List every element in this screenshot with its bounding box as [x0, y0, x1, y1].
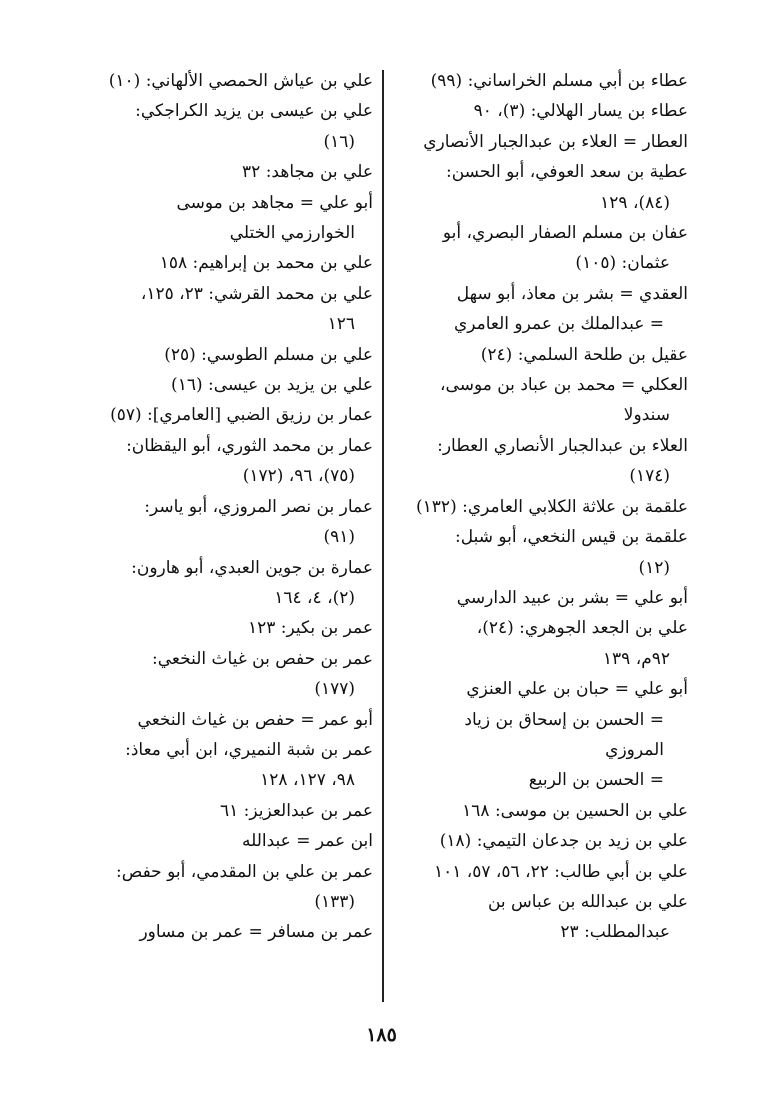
index-entry	[398, 826, 688, 856]
index-entry	[398, 613, 688, 674]
index-entry	[398, 370, 688, 431]
entry-heading: علي بن عيسى بن يزيد الكراجكي:	[135, 101, 373, 122]
entry-continuation: (٨٤)، ١٢٩	[600, 192, 670, 213]
entry-heading: العكلي = محمد بن عباد بن موسى،	[440, 375, 688, 396]
index-entry	[398, 96, 688, 126]
entry-heading: علي بن عياش الحمصي الألهاني: (١٠)	[108, 71, 373, 91]
left-column	[83, 66, 373, 948]
index-entry	[83, 188, 373, 249]
entry-continuation: (١٢)	[638, 557, 670, 578]
index-entry	[83, 857, 373, 918]
entry-heading: أبو علي = مجاهد بن موسى	[176, 192, 373, 213]
index-entry	[83, 340, 373, 370]
entry-heading: عمر بن مسافر = عمر بن مساور	[139, 922, 373, 943]
entry-heading: علي بن الجعد الجوهري: (٢٤)،	[476, 618, 688, 639]
index-entry	[83, 431, 373, 492]
index-entry	[398, 431, 688, 492]
index-entry	[83, 826, 373, 856]
index-entry	[83, 705, 373, 735]
entry-heading: أبو عمر = حفص بن غياث النخعي	[137, 709, 373, 730]
cross-reference: المروزي	[605, 739, 664, 760]
entry-continuation: (١٦)	[323, 131, 355, 152]
entry-continuation: عبدالمطلب: ٢٣	[560, 922, 670, 943]
entry-continuation: ٩٢م، ١٣٩	[602, 648, 670, 669]
index-entry	[83, 248, 373, 278]
column-divider	[382, 70, 384, 1002]
index-entry	[83, 917, 373, 947]
index-entry	[398, 218, 688, 279]
cross-reference: = الحسن بن إسحاق بن زياد	[464, 709, 664, 730]
page-number: ١٨٥	[366, 1024, 397, 1046]
index-entry	[83, 492, 373, 553]
entry-heading: علي بن عبدالله بن عباس بن	[487, 891, 688, 912]
index-entry	[83, 96, 373, 157]
entry-heading: عفان بن مسلم الصفار البصري، أبو	[442, 223, 688, 244]
index-entry	[398, 857, 688, 887]
entry-heading: عطية بن سعد العوفي، أبو الحسن:	[445, 162, 688, 183]
index-entry	[398, 522, 688, 583]
entry-heading: العقدي = بشر بن معاذ، أبو سهل	[456, 283, 688, 304]
entry-heading: ابن عمر = عبدالله	[241, 831, 373, 852]
entry-continuation: ٩٨، ١٢٧، ١٢٨	[260, 770, 355, 791]
right-column	[398, 66, 688, 948]
index-entry	[398, 340, 688, 370]
index-entry	[83, 370, 373, 400]
entry-heading: عمر بن علي بن المقدمي، أبو حفص:	[116, 861, 373, 882]
index-entry	[398, 157, 688, 218]
index-entry	[83, 735, 373, 796]
entry-heading: عمر بن حفص بن غياث النخعي:	[152, 648, 373, 669]
entry-continuation: الخوارزمي الختلي	[229, 223, 355, 244]
entry-heading: علي بن أبي طالب: ٢٢، ٥٦، ٥٧، ١٠١	[433, 861, 688, 882]
entry-heading: عمر بن شبة النميري، ابن أبي معاذ:	[125, 739, 373, 760]
entry-continuation: (٧٥)، ٩٦، (١٧٢)	[242, 466, 355, 487]
entry-heading: عطاء بن يسار الهلالي: (٣)، ٩٠	[473, 101, 688, 122]
entry-heading: عقيل بن طلحة السلمي: (٢٤)	[480, 344, 688, 365]
index-entry	[398, 279, 688, 340]
cross-reference: = الحسن بن الربيع	[528, 770, 664, 791]
index-entry	[398, 492, 688, 522]
cross-reference: = عبدالملك بن عمرو العامري	[453, 314, 664, 335]
entry-heading: علي بن مسلم الطوسي: (٢٥)	[164, 344, 373, 365]
index-entry	[398, 887, 688, 948]
entry-heading: علي بن محمد بن إبراهيم: ١٥٨	[159, 253, 373, 274]
entry-continuation: (١٧٧)	[314, 679, 355, 700]
index-entry	[398, 796, 688, 826]
index-entry	[83, 66, 373, 96]
entry-heading: علي بن الحسين بن موسى: ١٦٨	[462, 800, 688, 821]
entry-heading: العطار = العلاء بن عبدالجبار الأنصاري	[423, 131, 688, 152]
entry-heading: علي بن محمد القرشي: ٢٣، ١٢٥،	[140, 283, 373, 304]
entry-continuation: ١٢٦	[327, 314, 355, 335]
entry-heading: علي بن زيد بن جدعان التيمي: (١٨)	[439, 831, 688, 852]
entry-heading: علي بن مجاهد: ٣٢	[242, 162, 373, 183]
entry-heading: علقمة بن علاثة الكلابي العامري: (١٣٢)	[416, 496, 688, 517]
entry-continuation: سندولا	[623, 405, 670, 426]
index-entry	[83, 400, 373, 430]
index-entry	[83, 553, 373, 614]
index-entry	[398, 674, 688, 796]
entry-heading: أبو علي = حبان بن علي العنزي	[466, 679, 688, 700]
entry-continuation: (٩١)	[323, 527, 355, 548]
entry-heading: عمارة بن جوين العبدي، أبو هارون:	[131, 557, 373, 578]
entry-heading: العلاء بن عبدالجبار الأنصاري العطار:	[437, 435, 688, 456]
entry-continuation: (١٧٤)	[629, 466, 670, 487]
entry-heading: عمر بن بكير: ١٢٣	[248, 618, 373, 639]
index-entry	[398, 127, 688, 157]
entry-heading: أبو علي = بشر بن عبيد الدارسي	[456, 587, 688, 608]
index-entry	[83, 157, 373, 187]
index-entry	[83, 279, 373, 340]
entry-continuation: عثمان: (١٠٥)	[575, 253, 670, 274]
entry-heading: علي بن يزيد بن عيسى: (١٦)	[171, 375, 373, 396]
index-entry	[83, 796, 373, 826]
index-entry	[398, 583, 688, 613]
entry-heading: عمر بن عبدالعزيز: ٦١	[219, 800, 373, 821]
entry-heading: علقمة بن قيس النخعي، أبو شبل:	[454, 527, 688, 548]
entry-heading: عمار بن رزيق الضبي [العامري]: (٥٧)	[110, 405, 373, 426]
entry-continuation: (٢)، ٤، ١٦٤	[274, 587, 355, 608]
entry-heading: عمار بن نصر المروزي، أبو ياسر:	[144, 496, 373, 517]
entry-heading: عمار بن محمد الثوري، أبو اليقظان:	[126, 435, 373, 456]
index-entry	[83, 644, 373, 705]
entry-continuation: (١٣٣)	[314, 891, 355, 912]
index-entry	[398, 66, 688, 96]
index-entry	[83, 613, 373, 643]
entry-heading: عطاء بن أبي مسلم الخراساني: (٩٩)	[430, 71, 688, 91]
